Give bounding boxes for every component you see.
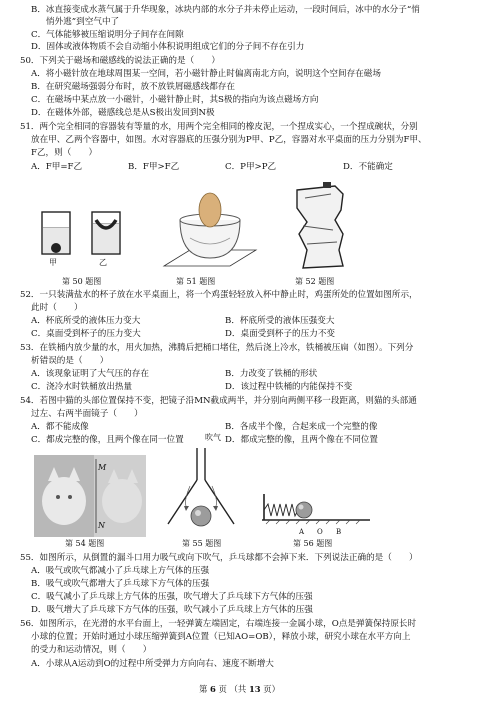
q53-option-a: A．该现象证明了大气压的存在 bbox=[31, 369, 149, 379]
q52-option-b: B．杯底所受的液体压强变大 bbox=[225, 316, 335, 326]
q49-option-d: D．固体或液体物质不会自动缩小体积说明组成它们的分子间不存在引力 bbox=[31, 42, 305, 52]
q53-option-d: D．该过程中铁桶的内能保持不变 bbox=[225, 382, 353, 392]
figure-54-caption: 第 54 题图 bbox=[65, 539, 105, 548]
q56-stem-line2: 小球的位置；开始时通过小球压缩弹簧到A位置（已知AO=OB），释放小球，研究小球在水平方向上 bbox=[31, 632, 411, 642]
footer-page-number: 6 bbox=[210, 684, 216, 694]
q49-option-b-line1: B．冰直接变成水蒸气属于升华现象，冰块内部的水分子并未停止运动，一段时间后，冰中的水分子“悄 bbox=[31, 5, 420, 15]
q55-stem: 55．如图所示，从倒置的漏斗口用力吸气或向下吹气，乒乓球都不会掉下来．下列说法正确的是（ ） bbox=[20, 553, 418, 563]
q55-option-b: B．吸气或吹气都增大了乒乓球下方气体的压强 bbox=[31, 579, 210, 589]
q52-option-c: C．桌面受到杯子的压力变大 bbox=[31, 329, 141, 339]
q52-option-a: A．杯底所受的液体压力变大 bbox=[31, 316, 141, 326]
q51-stem-line3: F乙，则（ ） bbox=[31, 148, 98, 158]
q51-stem-line1: 51．两个完全相同的容器装有等量的水，用两个完全相同的橡皮泥，一个捏成实心，一个捏成碗状，分别 bbox=[20, 122, 418, 132]
q51-option-c: C．P甲>P乙 bbox=[225, 162, 277, 172]
q50-stem: 50．下列关于磁场和磁感线的说法正确的是（ ） bbox=[20, 56, 220, 66]
q53-option-c: C．浇冷水时铁桶放出热量 bbox=[31, 382, 133, 392]
q54-stem-line1: 54．若图中猫的头部位置保持不变，把镜子沿MN截成两半，并分别向两侧平移一段距离，则猫的头部通 bbox=[20, 396, 417, 406]
figure-54-label-m: M bbox=[98, 463, 107, 472]
q55-option-d: D．吸气增大了乒乓球下方气体的压强，吹气减小了乒乓球上方气体的压强 bbox=[31, 605, 313, 615]
footer-suffix: 页） bbox=[260, 684, 281, 694]
figure-56-label-a: A bbox=[299, 528, 305, 536]
q52-option-d: D．桌面受到杯子的压力不变 bbox=[225, 329, 336, 339]
figure-55-caption: 第 55 题图 bbox=[182, 539, 222, 548]
figure-50-containers bbox=[26, 184, 136, 274]
q56-option-a: A．小球从A运动到O的过程中所受弹力方向向右、速度不断增大 bbox=[31, 659, 274, 669]
q56-stem-line1: 56．如图所示，在光滑的水平台面上，一轻弹簧左端固定，右端连接一金属小球，O点是弹簧保持原长时 bbox=[20, 619, 417, 629]
q49-option-b-line2: 悄外逃”到空气中了 bbox=[46, 17, 120, 27]
q53-stem-line1: 53．在铁桶内放少量的水，用火加热，沸腾后把桶口堵住，然后浇上冷水，铁桶被压扁（如图）。下列分 bbox=[20, 343, 414, 353]
footer-total-pages: 13 bbox=[248, 684, 261, 694]
q51-option-a: A．F甲=F乙 bbox=[31, 162, 83, 172]
figure-52-caption: 第 52 题图 bbox=[295, 277, 335, 286]
figure-51-egg-cup bbox=[160, 180, 260, 275]
figure-56-label-b: B bbox=[336, 528, 342, 536]
q51-stem-line2: 放在甲、乙两个容器中，如图。水对容器底的压强分别为P甲、P乙，容器对水平桌面的压力分别为F甲、 bbox=[31, 135, 427, 145]
q55-option-a: A．吸气或吹气都减小了乒乓球上方气体的压强 bbox=[31, 566, 210, 576]
figure-56-spring-ball bbox=[262, 490, 372, 536]
q52-stem-line1: 52．一只装满盐水的杯子放在水平桌面上，将一个鸡蛋轻轻放入杯中静止时，鸡蛋所处的位置如图所示， bbox=[20, 290, 418, 300]
q53-stem-line2: 析错误的是（ ） bbox=[31, 356, 109, 366]
q50-option-c: C．在磁场中某点放一小磁针，小磁针静止时，其S极的指向为该点磁场方向 bbox=[31, 95, 319, 105]
q54-option-c: C．都成完整的像，且两个像在同一位置 bbox=[31, 435, 184, 445]
q50-option-a: A．将小磁针放在地球周围某一空间，若小磁针静止时偏离南北方向，说明这个空间存在磁场 bbox=[31, 69, 381, 79]
figure-54-label-n: N bbox=[98, 521, 105, 530]
figure-50-label-yi: 乙 bbox=[99, 258, 107, 267]
page-footer bbox=[0, 683, 479, 695]
q51-option-d: D．不能确定 bbox=[343, 162, 393, 172]
q54-option-d: D．都成完整的像，且两个像在不同位置 bbox=[225, 435, 378, 445]
figure-52-crushed-can bbox=[283, 180, 363, 275]
figure-56-caption: 第 56 题图 bbox=[293, 539, 333, 548]
footer-prefix: 第 bbox=[198, 684, 210, 694]
q49-option-c: C．气体能够被压缩说明分子间存在间隙 bbox=[31, 30, 184, 40]
q50-option-d: D．在磁体外部，磁感线总是从S极出发回到N极 bbox=[31, 108, 215, 118]
figure-51-caption: 第 51 题图 bbox=[176, 277, 216, 286]
q53-option-b: B．力改变了铁桶的形状 bbox=[225, 369, 318, 379]
q54-option-b: B．各成半个像，合起来成一个完整的像 bbox=[225, 422, 378, 432]
q54-option-a: A．都不能成像 bbox=[31, 422, 89, 432]
figure-55-funnel-ball bbox=[160, 433, 242, 538]
figure-50-label-jia: 甲 bbox=[49, 258, 57, 267]
q54-stem-line2: 过左、右两半面镜子（ ） bbox=[31, 409, 143, 419]
figure-55-label-blow: 吹气 bbox=[205, 433, 221, 442]
figure-56-label-o: O bbox=[317, 528, 323, 536]
q52-stem-line2: 此时（ ） bbox=[31, 303, 83, 313]
q51-option-b: B．F甲>F乙 bbox=[128, 162, 180, 172]
figure-54-cat-mirror bbox=[34, 455, 146, 537]
q50-option-b: B．在研究磁场强弱分布时，放不放铁屑磁感线都存在 bbox=[31, 82, 235, 92]
q55-option-c: C．吸气减小了乒乓球上方气体的压强，吹气增大了乒乓球下方气体的压强 bbox=[31, 592, 313, 602]
footer-middle: 页 （共 bbox=[215, 684, 249, 694]
q56-stem-line3: 的受力和运动情况，则（ ） bbox=[31, 645, 152, 655]
figure-50-caption: 第 50 题图 bbox=[62, 277, 102, 286]
